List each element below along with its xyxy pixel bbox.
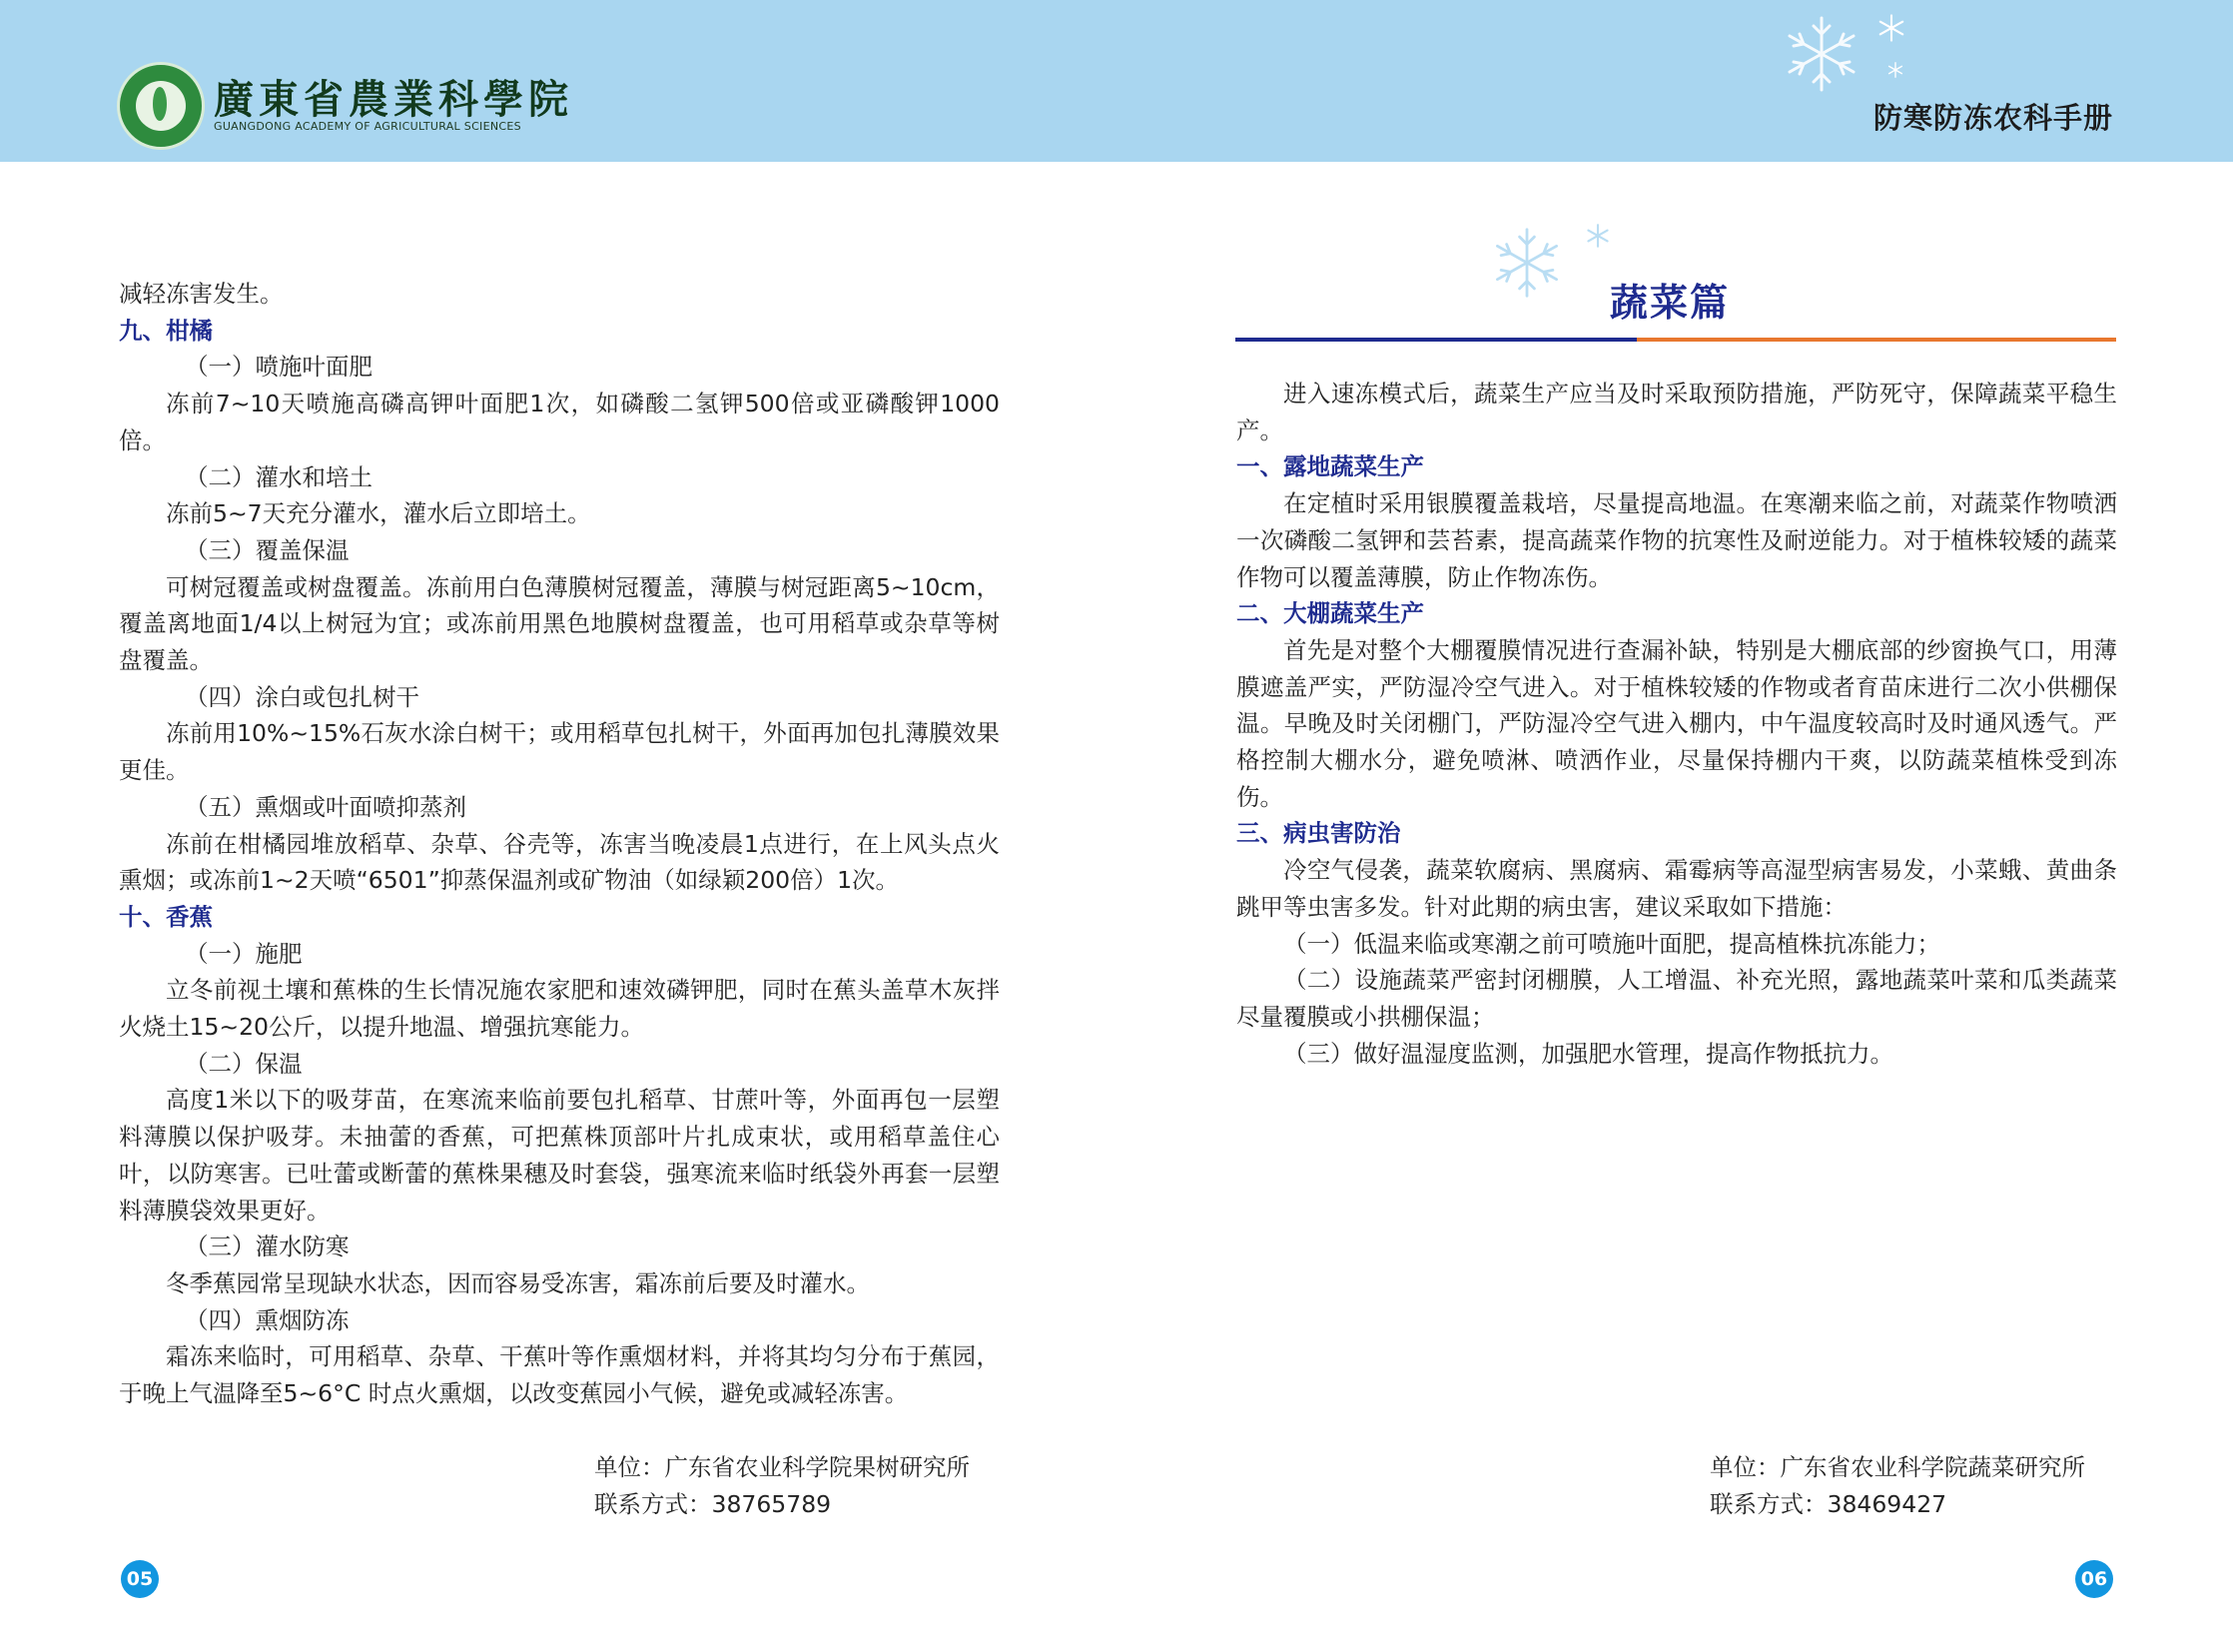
right-signature xyxy=(1710,1449,2085,1523)
unit-line: 单位：广东省农业科学院蔬菜研究所 xyxy=(1710,1453,2085,1481)
subheading: （四）涂白或包扎树干 xyxy=(185,682,419,711)
left-page-body xyxy=(119,276,1000,1412)
logo-leaf xyxy=(153,87,167,121)
paragraph: 可树冠覆盖或树盘覆盖。冻前用白色薄膜树冠覆盖，薄膜与树冠距离5~10cm，覆盖离地面1/4以上树冠为宜；或冻前用黑色地膜树盘覆盖，也可用稻草或杂草等树盘覆盖。 xyxy=(119,572,1000,675)
org-name: 廣東省農業科學院 xyxy=(214,76,573,123)
paragraph: 在定植时采用银膜覆盖栽培，尽量提高地温。在寒潮来临之前，对蔬菜作物喷洒一次磷酸二氢钾和芸苔素，提高蔬菜作物的抗寒性及耐逆能力。对于植株较矮的蔬菜作物可以覆盖薄膜，防止作物冻伤。 xyxy=(1236,489,2117,591)
subheading: （三）灌水防寒 xyxy=(185,1233,350,1261)
right-page-body xyxy=(1236,376,2117,1072)
subheading: （五）熏烟或叶面喷抑蒸剂 xyxy=(185,792,466,821)
paragraph: 冻前5~7天充分灌水，灌水后立即培土。 xyxy=(166,499,591,528)
org-name-en: GUANGDONG ACADEMY OF AGRICULTURAL SCIENCES xyxy=(214,120,521,133)
subheading: （一）喷施叶面肥 xyxy=(185,353,372,382)
section-heading-open-field: 一、露地蔬菜生产 xyxy=(1236,452,1424,481)
paragraph: 冻前7~10天喷施高磷高钾叶面肥1次，如磷酸二氢钾500倍或亚磷酸钾1000倍。 xyxy=(119,390,1000,454)
title-rule-orange xyxy=(1637,338,2116,342)
paragraph: 冻前用10%~15%石灰水涂白树干；或用稻草包扎树干，外面再加包扎薄膜效果更佳。 xyxy=(119,719,1000,785)
contact-line: 联系方式：38469427 xyxy=(1710,1490,1947,1518)
header-band xyxy=(0,0,2233,162)
contact-line: 联系方式：38765789 xyxy=(594,1490,832,1518)
section-heading-banana: 十、香蕉 xyxy=(119,902,213,931)
paragraph: 首先是对整个大棚覆膜情况进行查漏补缺，特别是大棚底部的纱窗换气口，用薄膜遮盖严实，严防湿冷空气进入。对于植株较矮的作物或者育苗床进行二次小供棚保温。早晚及时关闭棚门，严防湿冷空气进入棚内，中午温度较高时及时通风透气。严格控制大棚水分，避免喷淋、喷洒作业，尽量保持棚内干爽，以防蔬菜植株受到冻伤。 xyxy=(1236,635,2117,811)
section-title: 蔬菜篇 xyxy=(1610,281,1731,325)
section-heading-pest-control: 三、病虫害防治 xyxy=(1236,819,1401,848)
book-title: 防寒防冻农科手册 xyxy=(1872,101,2113,135)
snowflake-icon xyxy=(1586,224,1610,248)
paragraph: 冬季蕉园常呈现缺水状态，因而容易受冻害，霜冻前后要及时灌水。 xyxy=(166,1268,870,1297)
snowflake-icon xyxy=(1490,226,1564,300)
measure-item: （一）低温来临或寒潮之前可喷施叶面肥，提高植株抗冻能力； xyxy=(1283,929,1940,958)
subheading: （二）保温 xyxy=(185,1049,303,1078)
section-heading-greenhouse: 二、大棚蔬菜生产 xyxy=(1236,599,1424,628)
subheading: （二）灌水和培土 xyxy=(185,462,372,491)
paragraph: 冷空气侵袭，蔬菜软腐病、黑腐病、霜霉病等高湿型病害易发，小菜蛾、黄曲条跳甲等虫害多发。针对此期的病虫害，建议采取如下措施： xyxy=(1236,856,2117,921)
paragraph: 进入速冻模式后，蔬菜生产应当及时采取预防措施，严防死守，保障蔬菜平稳生产。 xyxy=(1236,380,2117,444)
page-number-badge: 06 xyxy=(2075,1560,2113,1598)
unit-line: 单位：广东省农业科学院果树研究所 xyxy=(594,1453,970,1481)
subheading: （三）覆盖保温 xyxy=(185,535,350,564)
measure-item: （二）设施蔬菜严密封闭棚膜，人工增温、补充光照，露地蔬菜叶菜和瓜类蔬菜尽量覆膜或小拱棚保温； xyxy=(1236,966,2117,1031)
page-number-badge: 05 xyxy=(121,1560,159,1598)
subheading: （四）熏烟防冻 xyxy=(185,1305,350,1334)
paragraph: 冻前在柑橘园堆放稻草、杂草、谷壳等，冻害当晚凌晨1点进行，在上风头点火熏烟；或冻前1~2天喷“6501”抑蒸保温剂或矿物油（如绿颖200倍）1次。 xyxy=(119,829,1000,895)
section-heading-citrus: 九、柑橘 xyxy=(119,316,213,345)
title-rule-blue xyxy=(1235,338,1637,342)
snowflake-icon xyxy=(1782,14,1861,94)
academy-logo-emblem xyxy=(117,62,205,150)
paragraph: 立冬前视土壤和蕉株的生长情况施农家肥和速效磷钾肥，同时在蕉头盖草木灰拌火烧土15~20公斤，以提升地温、增强抗寒能力。 xyxy=(119,976,1000,1042)
paragraph: 霜冻来临时，可用稻草、杂草、干蕉叶等作熏烟材料，并将其均匀分布于蕉园，于晚上气温降至5~6°C 时点火熏烟，以改变蕉园小气候，避免或减轻冻害。 xyxy=(119,1342,1000,1408)
left-signature xyxy=(594,1449,970,1523)
paragraph: 高度1米以下的吸芽苗，在寒流来临前要包扎稻草、甘蔗叶等，外面再包一层塑料薄膜以保护吸芽。未抽蕾的香蕉，可把蕉株顶部叶片扎成束状，或用稻草盖住心叶，以防寒害。已吐蕾或断蕾的蕉株果穗及时套袋，强寒流来临时纸袋外再套一层塑料薄膜袋效果更好。 xyxy=(119,1086,1000,1225)
subheading: （一）施肥 xyxy=(185,939,303,968)
measure-item: （三）做好温湿度监测，加强肥水管理，提高作物抵抗力。 xyxy=(1283,1039,1893,1068)
snowflake-icon xyxy=(1877,14,1905,42)
snowflake-icon xyxy=(1887,62,1903,78)
paragraph: 减轻冻害发生。 xyxy=(119,280,284,308)
